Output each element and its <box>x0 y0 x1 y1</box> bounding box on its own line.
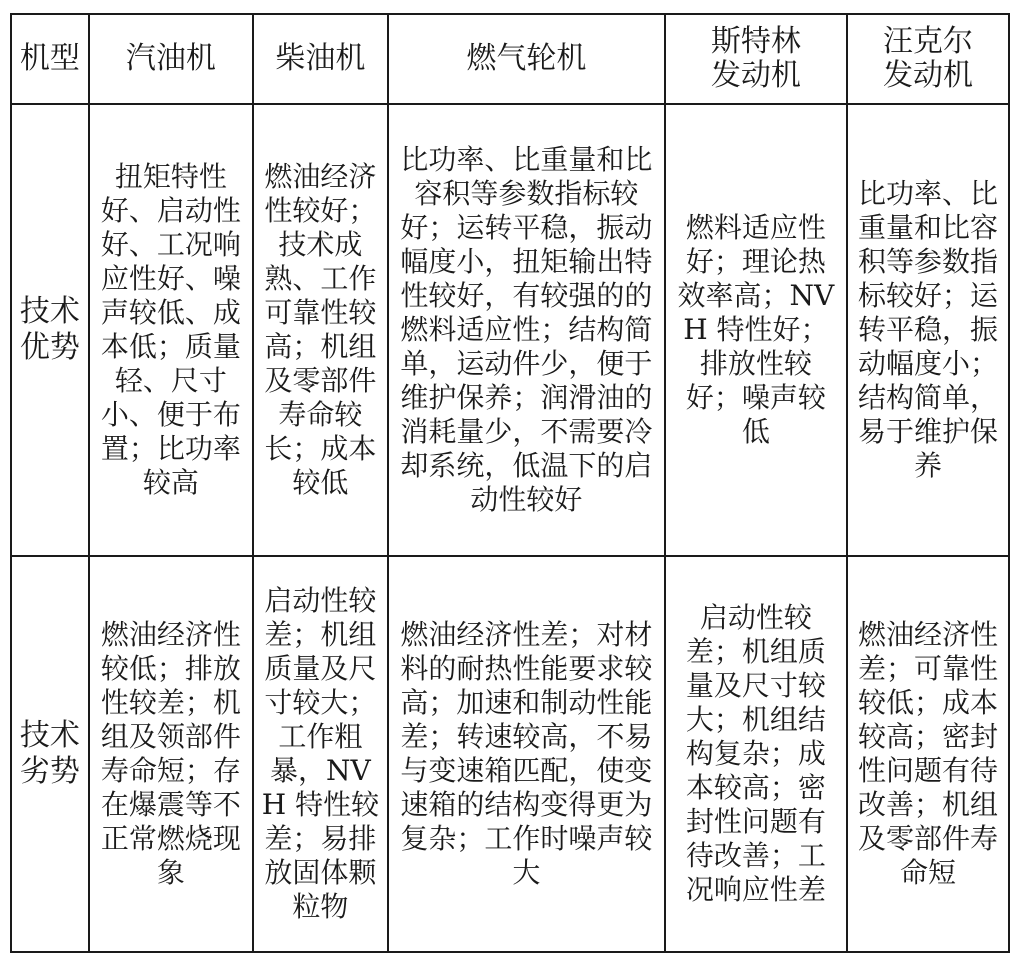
disadvantages-row <box>11 556 1009 952</box>
disadvantages-stirling-cell: 启动性较差；机组质量及尺寸较大；机组结构复杂；成本较高；密封性问题有待改善；工况响应性差 <box>665 556 847 952</box>
header-corner-cell: 机型 <box>11 14 89 104</box>
header-row <box>11 14 1009 104</box>
advantages-row <box>11 104 1009 556</box>
advantages-gasoline-cell: 扭矩特性好、启动性好、工况响应性好、噪声较低、成本低；质量轻、尺寸小、便于布置；比功率较高 <box>89 104 253 556</box>
advantages-label: 技术 优势 <box>11 104 89 556</box>
disadvantages-gas-turbine-cell: 燃油经济性差；对材料的耐热性能要求较高；加速和制动性能差；转速较高，不易与变速箱匹配，使变速箱的结构变得更为复杂；工作时噪声较大 <box>388 556 665 952</box>
header-gasoline-engine: 汽油机 <box>89 14 253 104</box>
header-diesel-engine: 柴油机 <box>253 14 388 104</box>
advantages-stirling-cell: 燃料适应性好；理论热效率高；NVH 特性好；排放性较好；噪声较低 <box>665 104 847 556</box>
header-wankel-engine: 汪克尔 发动机 <box>847 14 1009 104</box>
header-stirling-engine: 斯特林 发动机 <box>665 14 847 104</box>
disadvantages-wankel-cell: 燃油经济性差；可靠性较低；成本较高；密封性问题有待改善；机组及零部件寿命短 <box>847 556 1009 952</box>
disadvantages-diesel-cell: 启动性较差；机组质量及尺寸较大；工作粗暴，NVH 特性较差；易排放固体颗粒物 <box>253 556 388 952</box>
disadvantages-label: 技术 劣势 <box>11 556 89 952</box>
advantages-gas-turbine-cell: 比功率、比重量和比容积等参数指标较好；运转平稳，振动幅度小，扭矩输出特性较好，有较强的的燃料适应性；结构简单，运动件少，便于维护保养；润滑油的消耗量少，不需要冷却系统，低温下的启动性较好 <box>388 104 665 556</box>
disadvantages-gasoline-cell: 燃油经济性较低；排放性较差；机组及领部件寿命短；存在爆震等不正常燃烧现象 <box>89 556 253 952</box>
header-gas-turbine: 燃气轮机 <box>388 14 665 104</box>
advantages-diesel-cell: 燃油经济性较好；技术成熟、工作可靠性较高；机组及零部件寿命较长；成本较低 <box>253 104 388 556</box>
engine-comparison-table <box>10 13 1010 953</box>
advantages-wankel-cell: 比功率、比重量和比容积等参数指标较好；运转平稳，振动幅度小；结构简单，易于维护保养 <box>847 104 1009 556</box>
